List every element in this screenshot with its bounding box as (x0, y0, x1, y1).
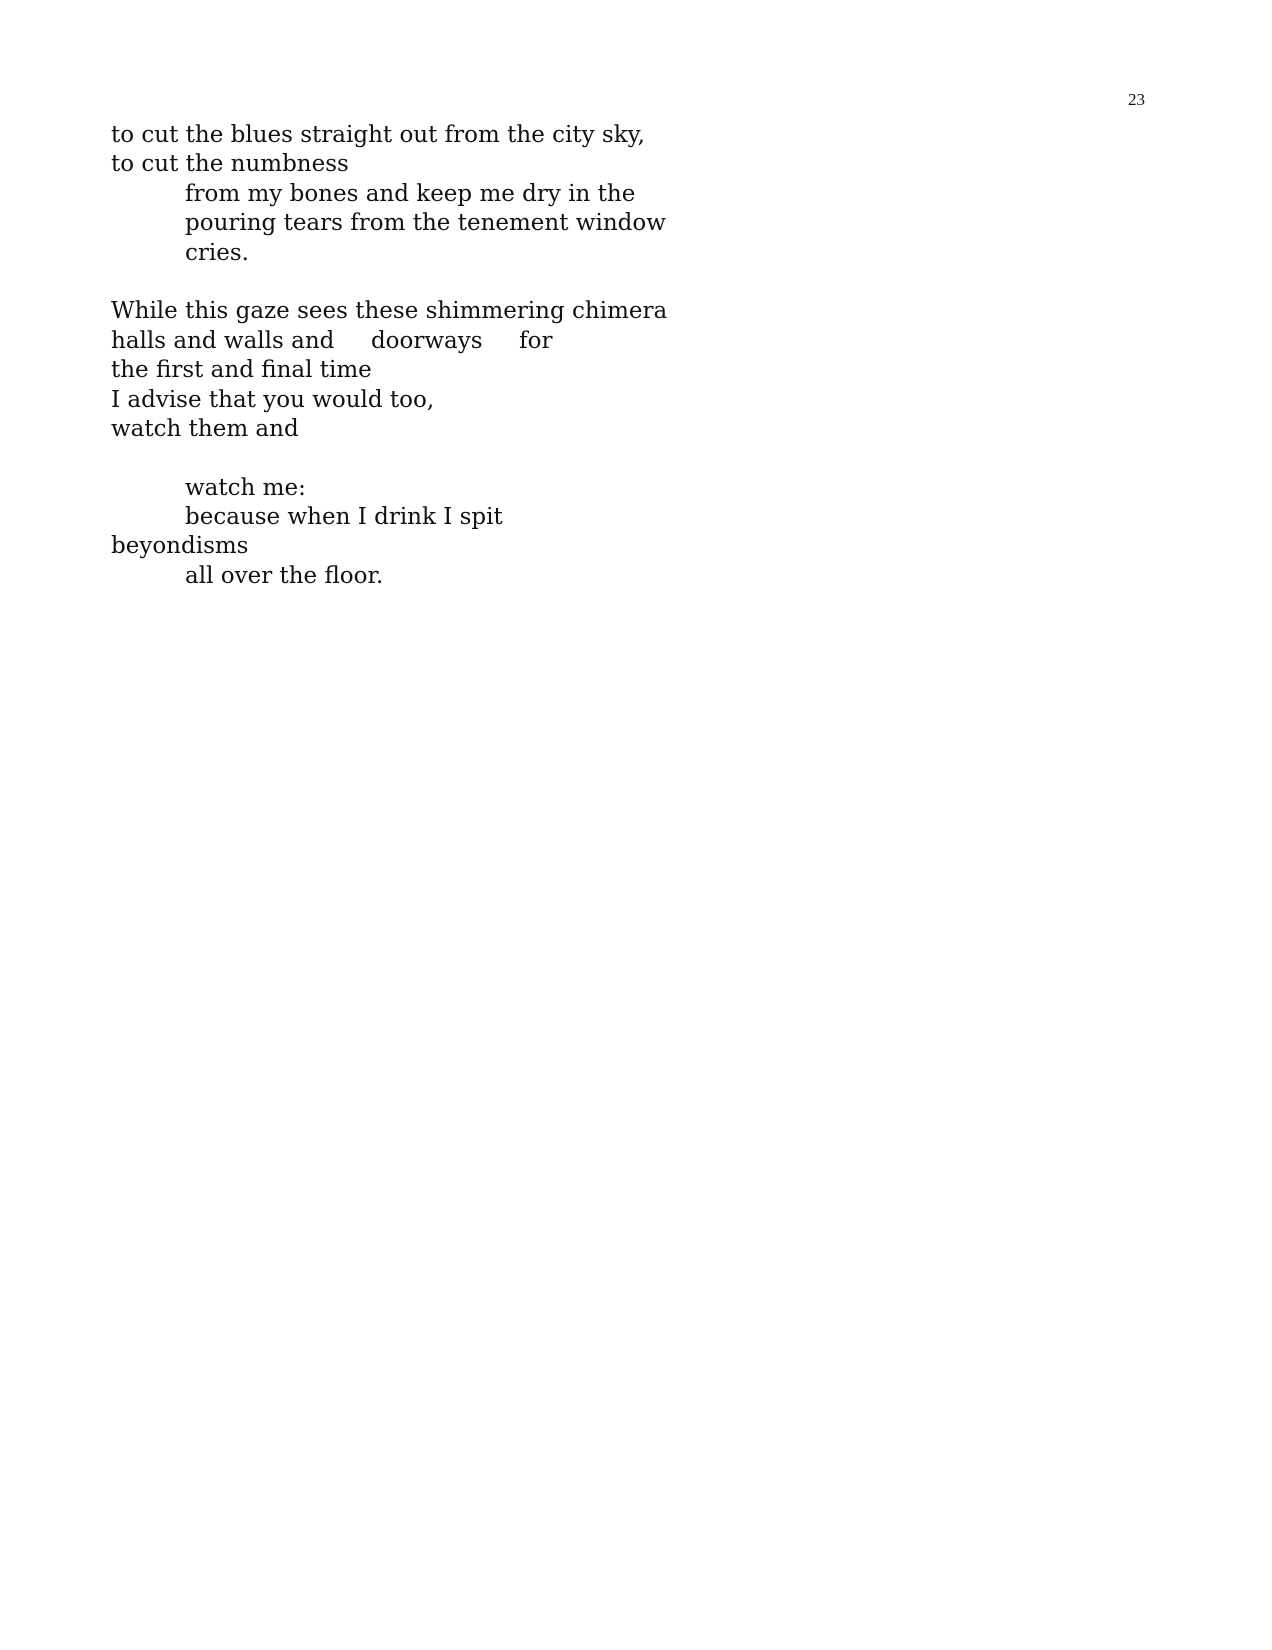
poem-line: because when I drink I spit (185, 504, 503, 531)
poem-line: to cut the numbness (111, 151, 349, 178)
poem-line: cries. (185, 239, 249, 266)
stanza-break (111, 444, 1111, 473)
stanza-break (111, 268, 1111, 297)
poem-body (111, 121, 1111, 591)
poem-line: watch them and (111, 415, 299, 442)
poem-line: to cut the blues straight out from the city sky, (111, 122, 645, 148)
page-number: 23 (1128, 90, 1145, 109)
poem-line: I advise that you would too, (111, 386, 435, 413)
poem-line: While this gaze sees these shimmering chimera (111, 298, 668, 325)
poem-line: beyondisms (111, 533, 249, 560)
poem-line: the first and final time (111, 357, 372, 384)
poem-line: watch me: (185, 474, 306, 501)
poem-line: from my bones and keep me dry in the (185, 180, 636, 207)
poem-line: halls and walls and doorways for (111, 327, 553, 354)
poem-line: all over the floor. (185, 562, 384, 589)
poem-line: pouring tears from the tenement window (185, 210, 666, 237)
